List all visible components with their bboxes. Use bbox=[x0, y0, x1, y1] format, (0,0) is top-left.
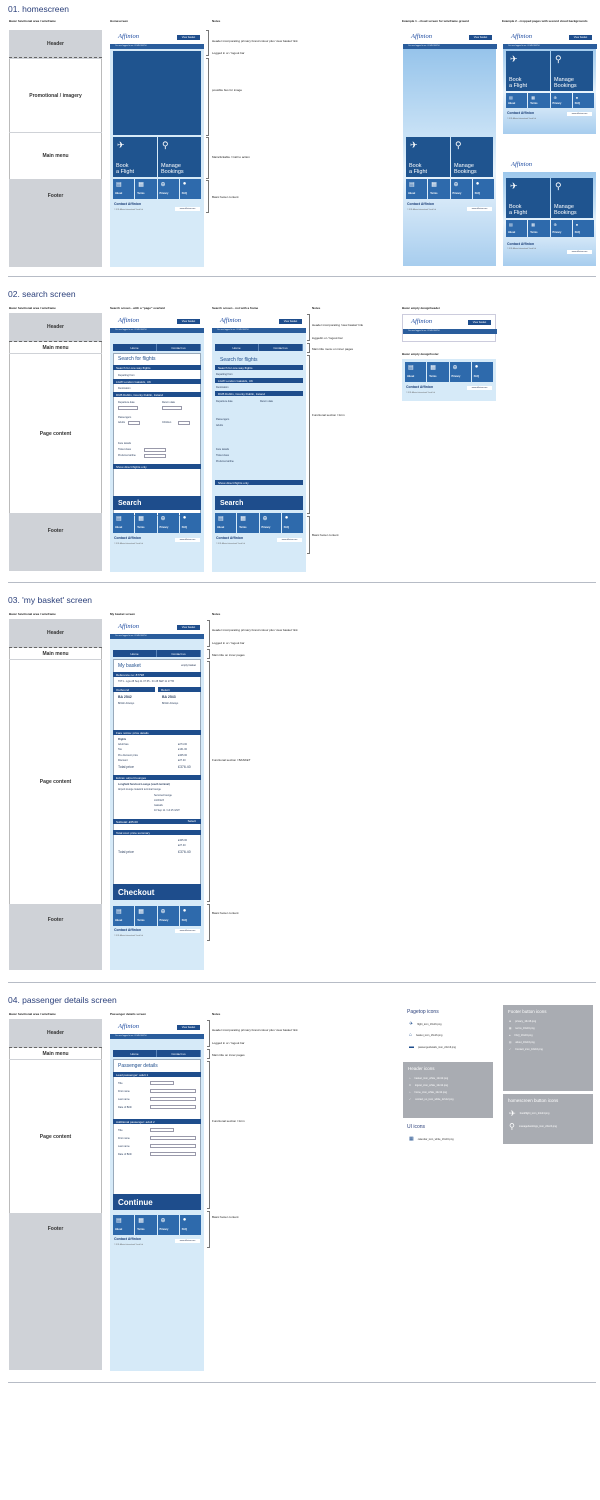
section-title-homescreen: 01. homescreen bbox=[8, 4, 69, 14]
book-flight-button[interactable]: ✈ Book a Flight bbox=[113, 137, 157, 177]
website-link[interactable]: www.affinion.com bbox=[175, 207, 200, 211]
plane-icon: ✈ bbox=[410, 140, 418, 150]
home-nav-button[interactable]: Home bbox=[113, 1050, 157, 1057]
col-head: Example 1 - cloud screen for wireframe ground bbox=[402, 19, 470, 23]
calendar-icon: ▦ bbox=[409, 1136, 414, 1142]
page-title: My basket bbox=[118, 663, 141, 669]
destination-select[interactable]: DUB Dublin, County Dublin, Ireland bbox=[113, 392, 201, 397]
oneway-toggle[interactable]: Search for one way flights bbox=[113, 365, 201, 370]
dob-input[interactable] bbox=[150, 1152, 196, 1156]
first-name-input[interactable] bbox=[150, 1089, 196, 1093]
wf-footer: Footer bbox=[9, 180, 102, 212]
wireframe-search: Header Main menu Page content Footer bbox=[9, 313, 102, 571]
basket-icon: ⌂ bbox=[409, 1032, 413, 1038]
passenger-mock: Affinion View basket You are logged in as: JOHN SMITH Home Contact us Passenger details Lead passenger: adult 1 Title First name Last name Date of Birth Additional passenger: adult 2 Title First name Last name Date of Birth Continue ▤ About ▦ Terms ⊕ Privacy ● FAQ Contact Affinion www.affinion.com © 2011 Affinion International Travel Ltd bbox=[110, 1020, 204, 1371]
first-name-input[interactable] bbox=[150, 1136, 196, 1140]
departure-date-input[interactable] bbox=[118, 406, 138, 410]
footer-privacy-button[interactable]: ⊕ Privacy bbox=[158, 179, 179, 199]
note: Header incorporating primary brand colour plus 'view basket' link bbox=[212, 39, 298, 43]
book-flight-button[interactable]: ✈ Book a Flight bbox=[506, 178, 550, 218]
note: possible bus for image bbox=[212, 88, 243, 92]
manage-bookings-button[interactable]: ⚲ Manage Bookings bbox=[551, 178, 593, 218]
book-flight-button[interactable]: ✈ Book a Flight bbox=[406, 137, 450, 177]
plane-icon: ✈ bbox=[117, 140, 125, 150]
contact-nav-button[interactable]: Contact us bbox=[157, 1050, 201, 1057]
search-form: Search for flights Search for one way flights Departing from LGW London Gatwick, UK Destination DUB Dublin, County Dublin, Ireland Departure date Return date Passengers Adults Children Fare details Ticket class Preferred airline Show direct flights only bbox=[113, 353, 201, 516]
empty-basket-link[interactable]: empty basket bbox=[181, 664, 196, 667]
manage-bookings-button[interactable]: ⚲ Manage Bookings bbox=[551, 51, 593, 91]
search-button[interactable]: Search bbox=[113, 496, 201, 510]
contact-nav-button[interactable]: Contact us bbox=[259, 344, 303, 351]
col-head: Homescreen bbox=[110, 19, 129, 23]
login-bar: You are logged in as: JOHN SMITH bbox=[110, 44, 204, 49]
wireframe-homescreen bbox=[9, 30, 102, 267]
search-icon: ⚲ bbox=[162, 140, 169, 150]
promo-image bbox=[113, 51, 201, 135]
section-title-search: 02. search screen bbox=[8, 289, 76, 299]
note: Basic footer content bbox=[212, 195, 239, 199]
homescreen-mock bbox=[110, 30, 204, 267]
search-mock-2: Affinion View basket You are logged in as: JOHN SMITH Home Contact us Search for flights Search for one way flights Departing from LGW London Gatwick, UK Destination DUB Dublin, County Dublin, Ireland Departure date Return date Passengers Adults Fare details Ticket class Preferred airline Show direct flights only Search ▤ About ▦ Terms ⊕ Privacy ● FAQ Contact Affinion www.affinion.com © 2011 Affinion International Travel Ltd bbox=[212, 314, 306, 572]
footer-icons-panel: Footer button icons ⊕ privacy_16x16.png ▦ terms_16x16.png ● FAQ_16x16.png ▤ about_16x16.png ✓ Contact_icon_16x16.png bbox=[503, 1005, 593, 1091]
title-select[interactable] bbox=[150, 1128, 174, 1132]
continue-button[interactable]: Continue bbox=[113, 1194, 201, 1210]
checkout-button[interactable]: Checkout bbox=[113, 884, 201, 900]
wf-mainmenu: Main menu bbox=[9, 133, 102, 179]
basket-mock: Affinion View basket You are logged in as: JOHN SMITH Home Contact us My basket empty basket Reference no: 87798 T0T1 - Lgw 28 Sep 11 07:35 - Fri 28 SEP 11 17:55 Outbound Return BA 2542 BA 2543 British Airways British Airways Fare notice: price details Flights Adult fare £274.00 Tax £131.00 Pre discount price £405.00 Discount £27.40 Total price £376.40 Extras: airport lounges Longfield Serviced Lounge (south terminal) Airport lounge Gatwick terminal lounge Serviced lounge LGW123 Gatwick 10 Sep 11 / 14:15 GMT Subtotal: £65.00 Select Total cost: price summary £405.00 £27.40 Total price £376.40 Checkout ▤ About ▦ Terms ⊕ Privacy ● FAQ Contact Affinion www.affinion.com © 2011 Affinion International Travel Ltd bbox=[110, 620, 204, 970]
plane-icon: ✈ bbox=[409, 1021, 414, 1027]
col-head: Notes bbox=[212, 19, 221, 23]
view-basket-button[interactable]: View basket bbox=[177, 1025, 200, 1030]
section-title-passenger: 04. passenger details screen bbox=[8, 995, 117, 1005]
page-title: Search for flights bbox=[118, 356, 156, 362]
adults-select[interactable] bbox=[128, 421, 140, 425]
basket-panel: My basket empty basket Reference no: 87798 T0T1 - Lgw 28 Sep 11 07:35 - Fri 28 SEP 11 17:55 Outbound Return BA 2542 BA 2543 British Airways British Airways Fare notice: price details Flights Adult fare £274.00 Tax £131.00 Pre discount price £405.00 Discount £27.40 Total price £376.40 Extras: airport lounges Longfield Serviced Lounge (south terminal) Airport lounge Gatwick terminal lounge Serviced lounge LGW123 Gatwick 10 Sep 11 / 14:15 GMT Subtotal: £65.00 Select Total cost: price summary £405.00 £27.40 Total price £376.40 bbox=[113, 659, 201, 887]
departing-select[interactable]: LGW London Gatwick, UK bbox=[113, 379, 201, 384]
ticket-class-select[interactable] bbox=[144, 448, 166, 452]
footer-buttons bbox=[113, 179, 201, 199]
search-icon: ⚲ bbox=[455, 140, 462, 150]
wireframe-basket: Header Main menu Page content Footer bbox=[9, 619, 102, 970]
col-head: Example 2 - cropped pages with second cloud backgrounds bbox=[502, 19, 588, 23]
manage-bookings-button[interactable]: ⚲ Manage Bookings bbox=[158, 137, 201, 177]
header-icons-panel: Header icons ⌂ basket_icon_white_12x12.png ⏻ logout_icon_white_12x12.png ⌂ home_icon_white_12x12.png ✓ contact_us_icon_white_12x12.png bbox=[403, 1062, 493, 1118]
example-cropped-2: Affinion ✈ Book a Flight ⚲ Manage Bookings ▤ About ▦ Terms ⊕ Privacy ● FAQ Contact Affinion www.affinion.com © 2011 Affinion International Travel Ltd bbox=[503, 158, 596, 266]
return-date-input[interactable] bbox=[162, 406, 182, 410]
title-select[interactable] bbox=[150, 1081, 174, 1085]
contact-nav-button[interactable]: Contact us bbox=[157, 650, 201, 657]
page-title: Passenger details bbox=[118, 1063, 158, 1069]
manage-bookings-button[interactable]: ⚲ Manage Bookings bbox=[451, 137, 493, 177]
wireframe-passenger: Header Main menu Page content Footer bbox=[9, 1019, 102, 1370]
search-mock-1: Affinion View basket You are logged in as: JOHN SMITH Home Contact us Search for flights Search for one way flights Departing from LGW London Gatwick, UK Destination DUB Dublin, County Dublin, Ireland Departure date Return date Passengers Adults Children Fare details Ticket class Preferred airline Show direct flights only Search ▤ About ▦ Terms ⊕ Privacy ● FAQ Contact Affinion www.affinion.com © 2011 Affinion International Travel Ltd bbox=[110, 314, 204, 572]
home-nav-button[interactable]: Home bbox=[215, 344, 259, 351]
footer-terms-button[interactable]: ▦ Terms bbox=[135, 179, 156, 199]
view-basket-button[interactable]: View basket bbox=[177, 625, 200, 630]
wf-promo: Promotional / imagery bbox=[9, 59, 102, 132]
last-name-input[interactable] bbox=[150, 1144, 196, 1148]
view-basket-button[interactable]: View basket bbox=[177, 35, 200, 40]
select-button[interactable]: Select bbox=[187, 819, 196, 823]
passenger-icon: ▬ bbox=[409, 1044, 414, 1050]
note: Mainclickable / Call to action bbox=[212, 155, 250, 159]
col-head: Basic functional area / wireframe bbox=[9, 19, 56, 23]
wf-header: Header bbox=[9, 30, 102, 57]
last-name-input[interactable] bbox=[150, 1097, 196, 1101]
passenger-form: Passenger details Lead passenger: adult 1 Title First name Last name Date of Birth Additional passenger: adult 2 Title First name Last name Date of Birth bbox=[113, 1059, 201, 1196]
view-basket-button[interactable]: View basket bbox=[279, 319, 302, 324]
empty-footer: ▤ About ▦ Terms ⊕ Privacy ● FAQ Contact Affinion www.affinion.com © 2011 Affinion International Travel Ltd bbox=[402, 359, 496, 401]
direct-toggle[interactable]: Show direct flights only bbox=[113, 464, 201, 469]
home-nav-button[interactable]: Home bbox=[113, 344, 157, 351]
children-select[interactable] bbox=[178, 421, 190, 425]
note: Logged in or / logout bar bbox=[212, 51, 245, 55]
contact-nav-button[interactable]: Contact us bbox=[157, 344, 201, 351]
empty-header: Affinion View basket You are logged in as: JOHN SMITH bbox=[402, 314, 496, 342]
home-nav-button[interactable]: Home bbox=[113, 650, 157, 657]
footer-about-button[interactable]: ▤ About bbox=[113, 179, 134, 199]
example-cropped-1: Affinion View basket You are logged in as: JOHN SMITH ✈ Book a Flight ⚲ Manage Bookings ▤ About ▦ Terms ⊕ Privacy ● FAQ Contact Affinion www.affinion.com © 2011 Affinion International Travel Ltd bbox=[503, 30, 596, 134]
main-nav bbox=[113, 344, 201, 351]
copyright: © 2011 Affinion International Travel Ltd bbox=[114, 209, 143, 211]
homescreen-icons-panel: homescreen button icons ✈ bookflight_icon_24x24.png ⚲ managebookings_icon_24x24.png bbox=[503, 1094, 593, 1144]
footer-faq-button[interactable]: ● FAQ bbox=[180, 179, 201, 199]
search-button[interactable]: Search bbox=[215, 496, 303, 510]
section-title-basket: 03. 'my basket' screen bbox=[8, 595, 93, 605]
airline-select[interactable] bbox=[144, 454, 166, 458]
dob-input[interactable] bbox=[150, 1105, 196, 1109]
example-cloud-screen: Affinion View basket You are logged in as: JOHN SMITH ✈ Book a Flight ⚲ Manage Bookings ▤ About ▦ Terms ⊕ Privacy ● FAQ Contact Affinion www.affinion.com © 2011 Affinion International Travel Ltd bbox=[403, 30, 496, 266]
logo[interactable]: Affinion bbox=[118, 33, 139, 40]
contact-affinion-link[interactable]: Contact Affinion bbox=[114, 202, 142, 206]
book-flight-button[interactable]: ✈ Book a Flight bbox=[506, 51, 550, 91]
view-basket-button[interactable]: View basket bbox=[177, 319, 200, 324]
